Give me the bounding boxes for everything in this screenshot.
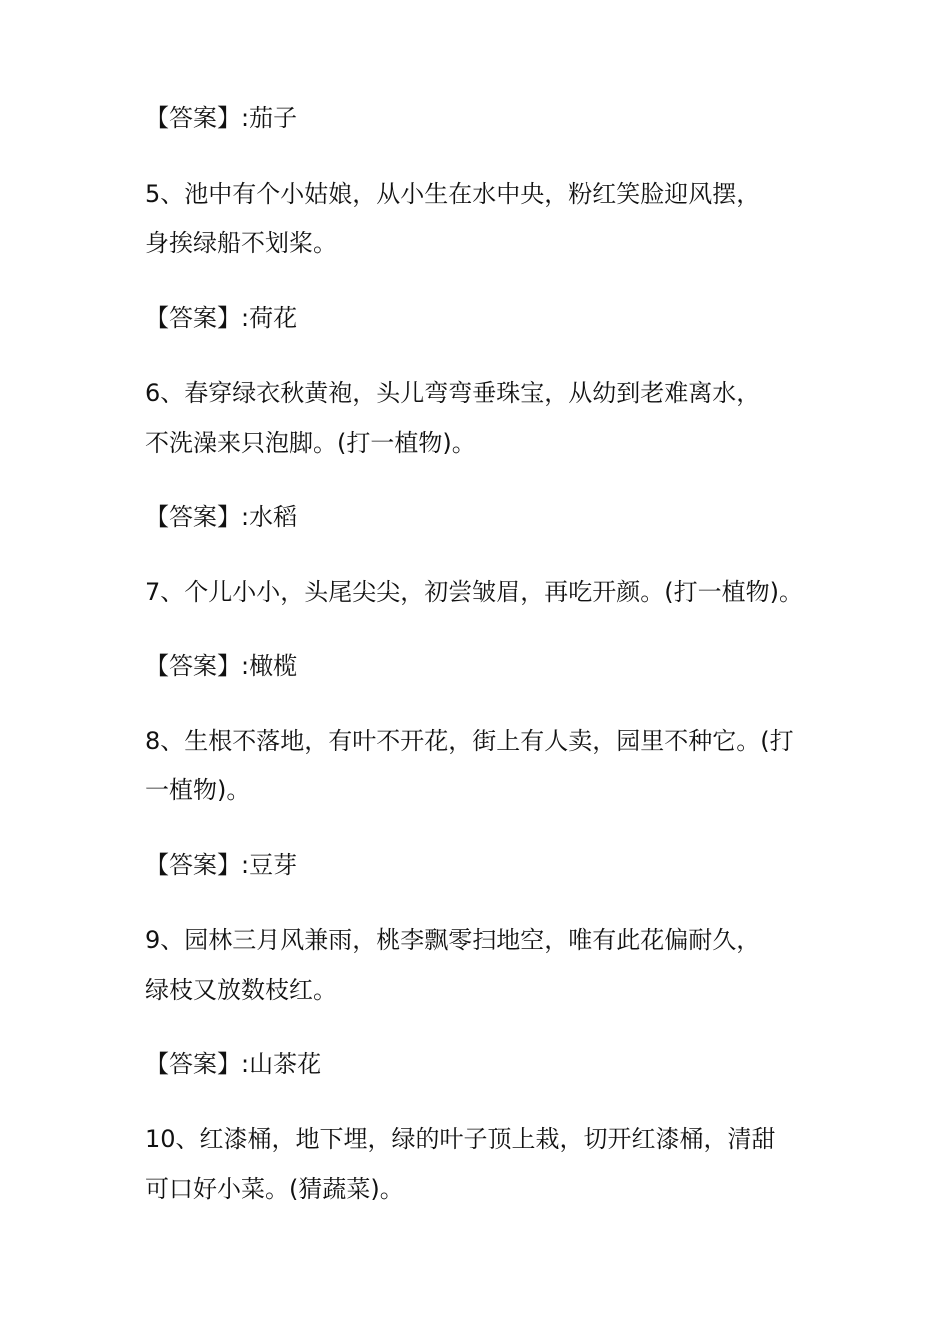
riddle-line: 9、园林三月风兼雨，桃李飘零扫地空，唯有此花偏耐久， [145, 926, 761, 954]
answer-line: 【答案】:豆芽 [145, 851, 298, 879]
riddle-line: 5、池中有个小姑娘，从小生在水中央，粉红笑脸迎风摆， [145, 180, 761, 208]
riddle-line: 7、个儿小小，头尾尖尖，初尝皱眉，再吃开颜。(打一植物)。 [145, 578, 803, 606]
answer-line: 【答案】:水稻 [145, 503, 298, 531]
riddle-line: 绿枝又放数枝红。 [145, 976, 337, 1004]
answer-line: 【答案】:荷花 [145, 304, 298, 332]
answer-line: 【答案】:茄子 [145, 104, 298, 132]
riddle-line: 一植物)。 [145, 776, 251, 804]
riddle-line: 8、生根不落地，有叶不开花，街上有人卖，园里不种它。(打 [145, 727, 794, 755]
riddle-line: 6、春穿绿衣秋黄袍，头儿弯弯垂珠宝，从幼到老难离水， [145, 379, 761, 407]
riddle-line: 身挨绿船不划桨。 [145, 229, 337, 257]
riddle-line: 10、红漆桶，地下埋，绿的叶子顶上栽，切开红漆桶，清甜 [145, 1125, 776, 1153]
riddle-line: 不洗澡来只泡脚。(打一植物)。 [145, 429, 476, 457]
riddle-line: 可口好小菜。(猜蔬菜)。 [145, 1175, 404, 1203]
answer-line: 【答案】:橄榄 [145, 652, 298, 680]
answer-line: 【答案】:山茶花 [145, 1050, 322, 1078]
